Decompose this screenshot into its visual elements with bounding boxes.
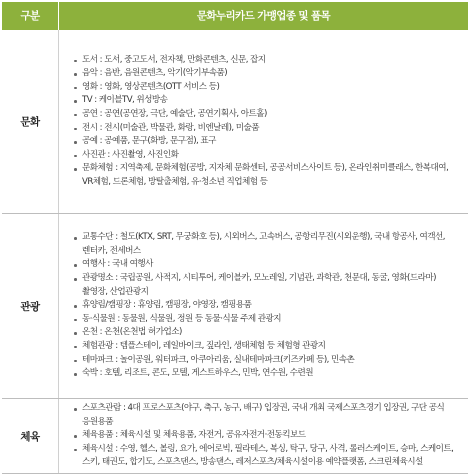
list-item: 스포츠관람 : 4대 프로스포츠(야구, 축구, 농구, 배구) 입장권, 국내 개최 국제스포츠경기 입장권, 구단 공식 응원용품 xyxy=(73,402,462,429)
list-item: 전시 : 전시(미술관, 박물관, 화랑, 비엔날레), 미술품 xyxy=(73,122,462,136)
table-header-row xyxy=(2,2,468,30)
list-item: 테마파크 : 놀이공원, 워터파크, 아쿠아리움, 실내테마파크(키즈카페 등), 민속촌 xyxy=(73,354,462,368)
list-item: 여행사 : 국내 여행사 xyxy=(73,258,462,272)
row-category: 체육 xyxy=(2,399,59,474)
item-list xyxy=(73,54,462,190)
list-item: 공예 : 공예품, 문구(화방, 문구점), 표구 xyxy=(73,135,462,149)
table-row xyxy=(2,399,468,474)
row-items xyxy=(59,214,469,399)
list-item: 온천 : 온천(온천법 허가업소) xyxy=(73,326,462,340)
item-list xyxy=(73,402,462,470)
list-item: 교통수단 : 철도(KTX, SRT, 무궁화호 등), 시외버스, 고속버스, 공항리무진(시외운행), 국내 항공사, 여객선, 렌터카, 전세버스 xyxy=(73,231,462,258)
merchant-category-table xyxy=(2,2,468,474)
list-item: 도서 : 도서, 중고도서, 전자책, 만화콘텐츠, 신문, 잡지 xyxy=(73,54,462,68)
row-category: 문화 xyxy=(2,30,59,214)
header-items: 문화누리카드 가맹업종 및 품목 xyxy=(59,2,469,30)
header-category: 구분 xyxy=(2,2,59,30)
item-list xyxy=(73,231,462,381)
table-row xyxy=(2,30,468,214)
list-item: 휴양림/캠핑장 : 휴양림, 캠핑장, 야영장, 캠핑용품 xyxy=(73,299,462,313)
list-item: 숙박 : 호텔, 리조트, 콘도, 모텔, 게스트하우스, 민박, 연수원, 수련원 xyxy=(73,367,462,381)
row-category: 관광 xyxy=(2,214,59,399)
list-item: 문화체험 : 지역축제, 문화체험(공방, 지자체 문화센터, 공공서비스사이트 등), 온라인취미클래스, 한복대여, VR체험, 드론체험, 방탈출체험, 유·청소년 직업체험 등 xyxy=(73,162,462,189)
list-item: 음악 : 음반, 음원콘텐츠, 악기(악기부속품) xyxy=(73,67,462,81)
list-item: 공연 : 공연(공연장, 극단, 예술단, 공연기획사, 아트홀) xyxy=(73,108,462,122)
table-row xyxy=(2,214,468,399)
list-item: 영화 : 영화, 영상콘텐츠(OTT 서비스 등) xyxy=(73,81,462,95)
list-item: 체육용품 : 체육시설 및 체육용품, 자전거, 공유자전거·전동킥보드 xyxy=(73,429,462,443)
row-items xyxy=(59,399,469,474)
list-item: 체험관광 : 템플스테이, 레일바이크, 짚라인, 생태체험 등 체험형 관광지 xyxy=(73,340,462,354)
list-item: TV : 케이블TV, 위성방송 xyxy=(73,94,462,108)
list-item: 동·식물원 : 동물원, 식물원, 정원 등 동물·식물 주제 관광지 xyxy=(73,313,462,327)
page xyxy=(0,2,470,470)
list-item: 사진관 : 사진촬영, 사진인화 xyxy=(73,149,462,163)
list-item: 체육시설 : 수영, 헬스, 볼링, 요가, 에어로빅, 필라테스, 복싱, 탁구, 당구, 사격, 롤러스케이트, 승마, 스케이트, 스키, 태권도, 합기도, 스포츠댄스, 방송댄스, 레저스포츠/체육시설이용 예약플랫폼, 스크린체육시설 xyxy=(73,443,462,470)
list-item: 관광명소 : 국립공원, 사적지, 시티투어, 케이블카, 모노레일, 기념관, 과학관, 천문대, 동굴, 영화(드라마) 촬영장, 산업관광지 xyxy=(73,272,462,299)
row-items xyxy=(59,30,469,214)
